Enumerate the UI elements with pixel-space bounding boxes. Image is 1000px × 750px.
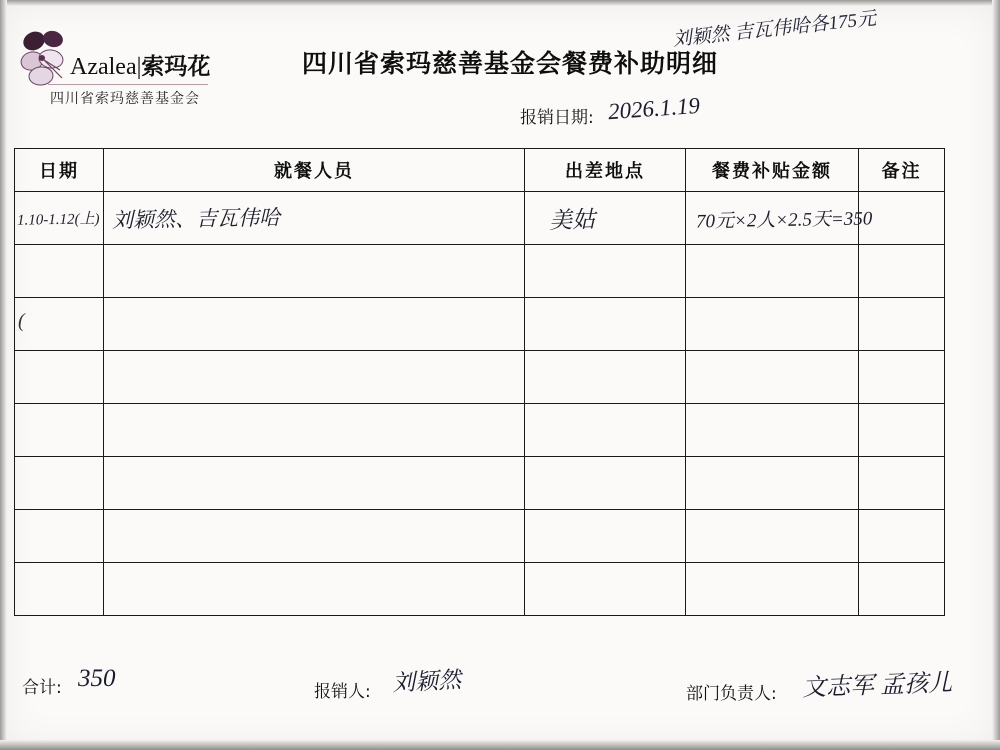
cell-date [15,563,104,616]
footer-summary [14,655,953,715]
cell-people [104,192,525,245]
logo-brand-separator: | [136,54,142,80]
column-header-note: 备注 [859,149,945,192]
table-row [15,245,945,298]
cell-place-value: 美姑 [548,206,596,233]
cell-place-value [525,328,549,329]
cell-note [859,245,945,298]
margin-handwritten-note: 刘颖然 吉瓦伟哈各175元 [671,8,878,51]
cell-place [525,510,686,563]
cell-amount [686,457,859,510]
column-header-amount: 餐费补贴金额 [686,149,859,192]
page-title: 四川省索玛慈善基金会餐费补助明细 [301,49,718,78]
cell-people [104,510,525,563]
logo-brand-cn: 索玛花 [141,54,211,80]
cell-people [104,404,525,457]
cell-note [859,298,945,351]
cell-place [525,351,686,404]
column-header-place: 出差地点 [525,149,686,192]
cell-date [15,510,104,563]
cell-date [15,298,104,351]
manager-signature: 文志军 孟孩儿 [801,670,953,702]
cell-people [104,245,525,298]
paper-edge-left [0,0,7,750]
cell-date [15,192,104,245]
cell-place [525,457,686,510]
cell-place [525,245,686,298]
cell-place [525,563,686,616]
table-row [15,563,945,616]
cell-amount [686,510,859,563]
total-label: 合计: [22,678,62,698]
cell-amount [686,245,859,298]
cell-note [859,404,945,457]
stray-pen-mark: ( [18,310,25,332]
cell-place-value [525,540,549,541]
cell-amount [686,298,859,351]
cell-people [104,457,525,510]
logo-brand-text [70,48,210,81]
cell-date [15,245,104,298]
table-row [15,457,945,510]
table-header-row [15,149,945,192]
column-header-date: 日期 [15,149,104,192]
cell-note [859,457,945,510]
logo-organization-name: 四川省索玛慈善基金会 [50,91,200,107]
reporter-label: 报销人: [314,682,371,702]
reimbursement-date-value: 2026.1.19 [607,92,701,125]
cell-amount [686,192,873,245]
cell-people [104,351,525,404]
table-row [15,192,945,245]
reporter-signature: 刘颖然 [391,667,462,696]
cell-amount [686,351,859,404]
cell-note [859,510,945,563]
cell-place-value [525,593,549,594]
cell-note [859,351,945,404]
table-row [15,404,945,457]
cell-place-value [525,434,549,435]
cell-people [104,563,525,616]
cell-people [104,298,525,351]
table-row [15,298,945,351]
cell-amount-value: 70元×2人×2.5天=350 [695,207,873,232]
organization-logo [18,26,211,126]
cell-place [525,192,686,245]
cell-place [525,298,686,351]
total-value: 350 [78,665,116,692]
cell-note [859,563,945,616]
manager-label: 部门负责人: [686,684,777,704]
azalea-flower-icon [20,28,76,90]
cell-date [15,457,104,510]
column-header-people: 就餐人员 [104,149,525,192]
reimbursement-date-label: 报销日期: [520,108,594,128]
cell-people-value: 刘颖然、吉瓦伟哈 [111,205,281,233]
cell-date [15,351,104,404]
table-row [15,510,945,563]
cell-place [525,404,686,457]
paper-edge-bottom [0,740,1000,750]
cell-place-value [525,275,549,276]
meal-allowance-table [14,148,945,616]
cell-place-value [525,487,549,488]
cell-amount [686,563,859,616]
logo-divider [48,84,208,85]
cell-date-value: 1.10-1.12(上) [16,210,100,229]
table-row [15,351,945,404]
paper-edge-right [992,0,1000,750]
cell-date [15,404,104,457]
cell-place-value [525,381,549,382]
cell-amount [686,404,859,457]
logo-brand-en: Azalea [70,54,137,80]
